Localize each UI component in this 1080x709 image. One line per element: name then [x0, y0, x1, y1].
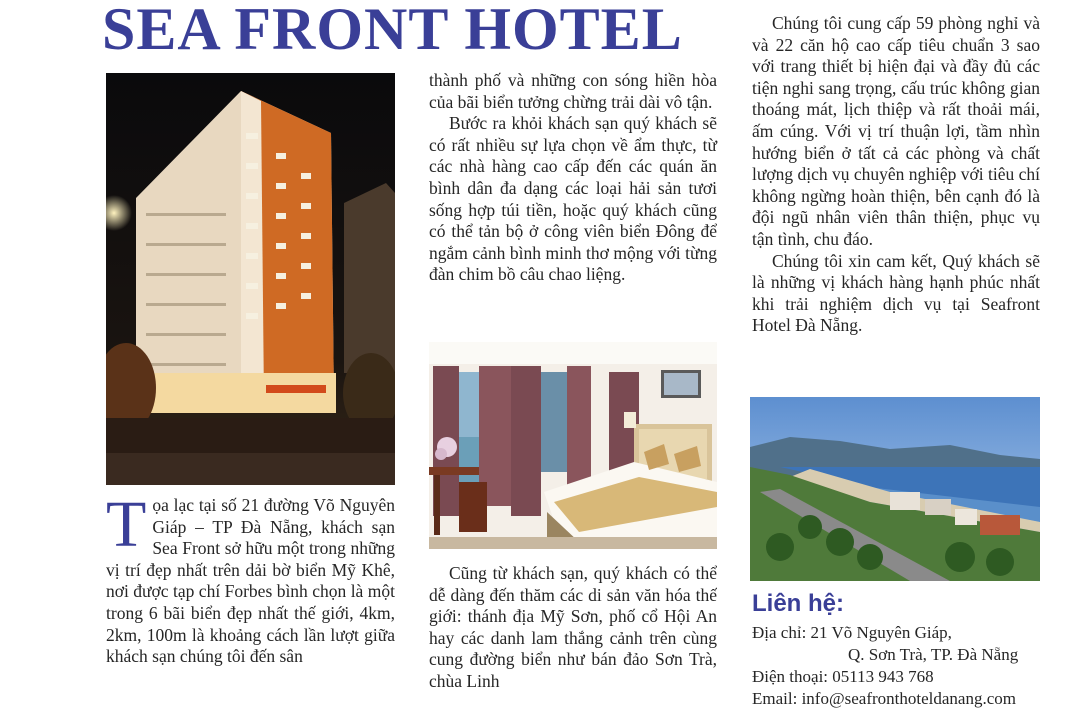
column2-para2: Bước ra khỏi khách sạn quý khách sẽ có rất nhiều sự lựa chọn về ẩm thực, từ các nhà hàng cao cấp đến các quán ăn bình dân đa dạng các loại hải sản tươi sống hợp túi tiền, hoặc quý khách cũng có thể tản bộ ở công viên biển Đông để ngắm cảnh bình minh thơ mộng với từng đàn chim bồ câu chao liệng.	[429, 113, 717, 285]
column2-para1: thành phố và những con sóng hiền hòa của bãi biển tưởng chừng trải dài vô tận.	[429, 70, 717, 112]
page-title: SEA FRONT HOTEL	[102, 0, 683, 62]
hotel-night-photo	[106, 73, 395, 485]
column2-top-text	[429, 70, 717, 286]
intro-paragraph	[106, 495, 395, 700]
contact-address-line1: Địa chỉ: 21 Võ Nguyên Giáp,	[752, 623, 952, 642]
column3-para2: Chúng tôi xin cam kết, Quý khách sẽ là những vị khách hàng hạnh phúc nhất khi trải nghiệm dịch vụ tại Seafront Hotel Đà Nẵng.	[752, 250, 1040, 336]
contact-address-line2: Q. Sơn Trà, TP. Đà Nẵng	[848, 645, 1019, 664]
bedroom-photo	[429, 342, 717, 549]
column2-para3: Cũng từ khách sạn, quý khách có thể dễ dàng đến thăm các di sản văn hóa thế giới: thánh địa Mỹ Sơn, phố cổ Hội An hay các danh lam thắng cảnh trên cùng cung đường biển như bán đảo Sơn Trà, chùa Linh	[429, 563, 717, 691]
column3-text	[752, 13, 1040, 337]
column3-para1: Chúng tôi cung cấp 59 phòng nghỉ và và 22 căn hộ cao cấp tiêu chuẩn 3 sao với trang thiết bị hiện đại và đầy đủ các tiện nghi sang trọng, cấu trúc không gian thoáng mát, lịch thiệp và rất thoải mái, ấm cúng. Với vị trí thuận lợi, tầm nhìn hướng biển ở tất cả các phòng và chất lượng dịch vụ chuyên nghiệp với tiêu chí không ngừng hoàn thiện, bên cạnh đó là đội ngũ nhân viên thân thiện, phục vụ tận tình, chu đáo.	[752, 13, 1041, 249]
beach-aerial-photo	[750, 397, 1040, 581]
intro-text: Nguyên Giáp – TP Đà Nẵng, khách sạn Sea Front sở hữu một trong những vị trí đẹp nhất trên dải bờ biển Mỹ Khê, nơi được tạp chí Forbes bình chọn là một trong 6 bãi biển đẹp nhất thế giới, 4km, 2km, 100m là khoảng cách lần lượt giữa khách sạn chúng tôi đến sân	[106, 495, 395, 667]
intro-first-line: ọa lạc tại số 21 đường Võ	[152, 495, 335, 515]
contact-phone: Điện thoại: 05113 943 768	[752, 667, 934, 686]
contact-heading: Liên hệ:	[752, 590, 845, 617]
dropcap-letter: T	[106, 495, 147, 561]
contact-email: Email: info@seafronthoteldanang.com	[752, 689, 1016, 708]
column2-bottom-text	[429, 563, 717, 700]
